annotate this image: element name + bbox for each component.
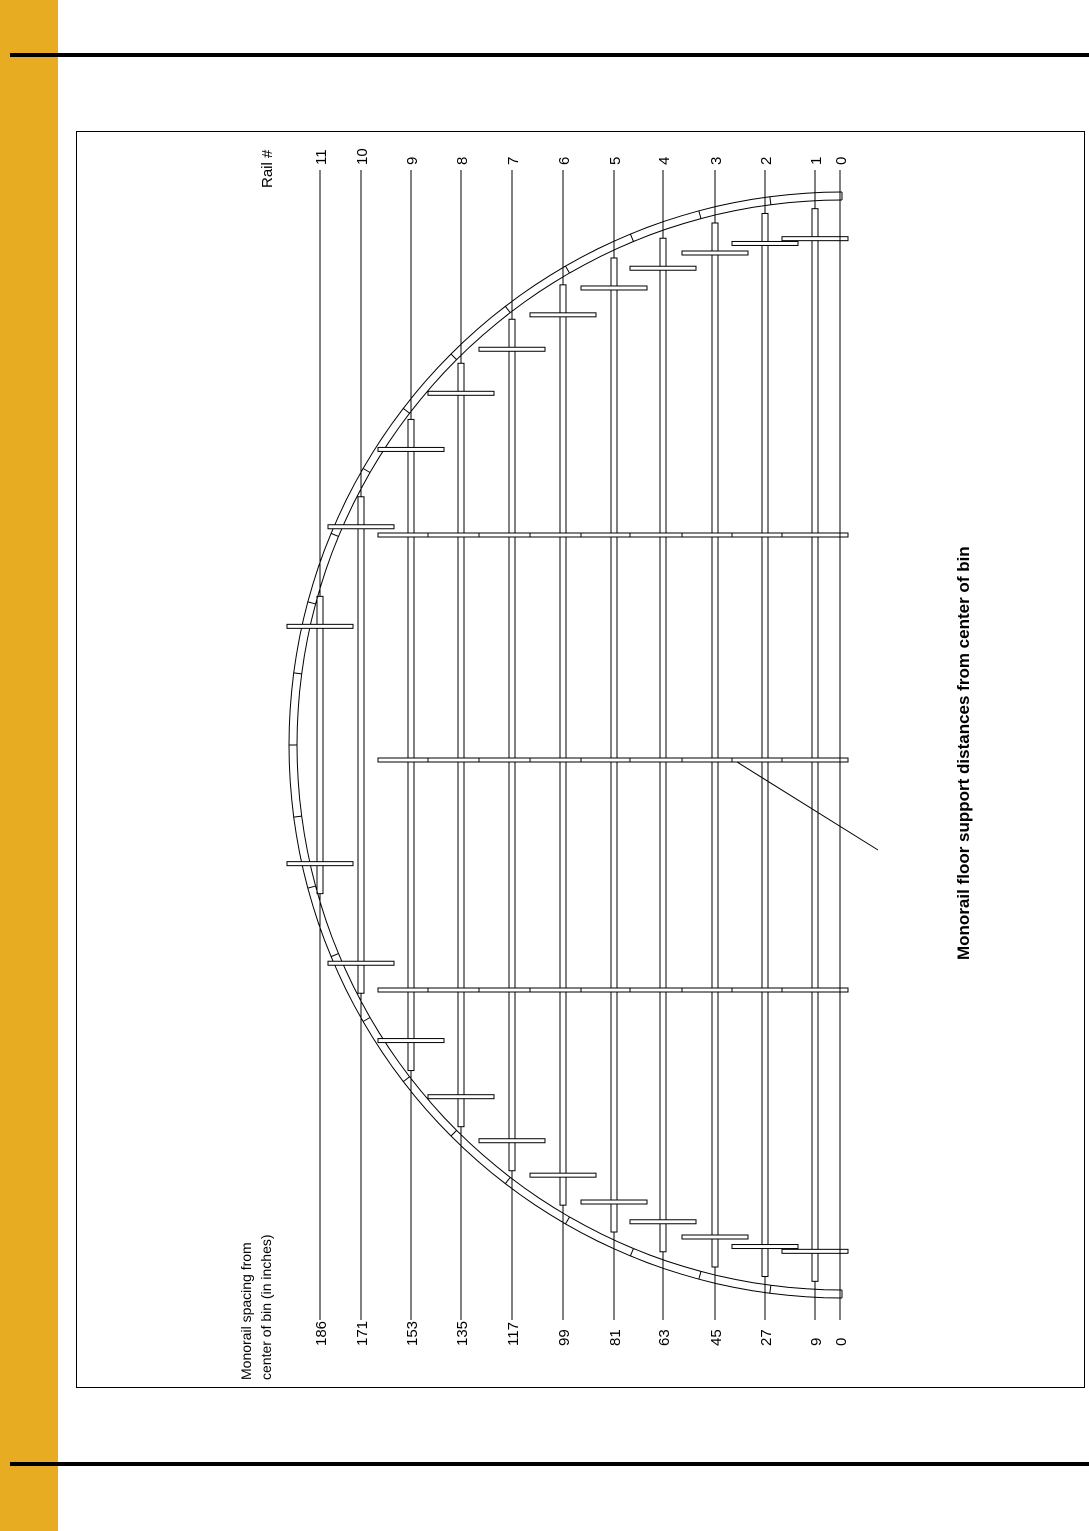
monorail	[560, 285, 566, 1205]
monorail	[660, 238, 666, 1252]
floor-support	[630, 1220, 696, 1224]
wall-joint	[308, 602, 316, 604]
rail-number-label: 4	[656, 156, 673, 165]
floor-support	[378, 447, 444, 451]
rail-spacing-label: 81	[607, 1329, 624, 1346]
rail-number-label: 11	[313, 149, 330, 165]
rail-number-label: 6	[556, 156, 573, 165]
rail-spacing-label: 99	[556, 1329, 573, 1346]
wall-joint	[308, 886, 316, 888]
wall-joint	[363, 1018, 370, 1022]
rail-number-label: 5	[607, 156, 624, 165]
floor-support	[732, 241, 798, 245]
wall-joint	[451, 1130, 457, 1136]
rail-number-label: 3	[708, 156, 725, 165]
rail-number-label: 2	[758, 156, 775, 165]
monorail	[611, 258, 617, 1232]
callout-text: Monorail floor support distances from center of bin	[954, 546, 973, 960]
wall-joint	[331, 954, 338, 957]
wall-joint	[699, 211, 701, 219]
floor-support	[581, 286, 647, 290]
floor-support	[782, 237, 848, 241]
rail-spacing-label: 63	[656, 1329, 673, 1346]
bin-wall-edge	[297, 200, 842, 1290]
wall-joint	[363, 469, 370, 473]
floor-support	[328, 961, 394, 965]
floor-support	[682, 1235, 748, 1239]
spacing-header-line-1: Monorail spacing from	[238, 1242, 254, 1380]
monorail	[509, 319, 515, 1170]
monorail	[762, 213, 768, 1276]
rail-number-label: 9	[404, 156, 421, 165]
floor-support	[630, 266, 696, 270]
floor-support	[328, 525, 394, 529]
wall-joint	[294, 673, 302, 674]
rail-spacing-label: 45	[708, 1329, 725, 1346]
wall-joint	[566, 1217, 570, 1224]
rail-spacing-label: 9	[808, 1337, 825, 1346]
floor-support	[428, 391, 494, 395]
rail-spacing-label: 153	[404, 1320, 421, 1346]
wall-joint	[630, 1249, 633, 1256]
floor-support	[428, 1095, 494, 1099]
wall-joint	[770, 1285, 771, 1293]
rail-spacing-label: 135	[454, 1320, 471, 1346]
monorail	[317, 596, 323, 893]
wall-joint	[699, 1271, 701, 1279]
rail-spacing-label: 171	[354, 1320, 371, 1346]
floor-support	[782, 988, 848, 992]
monorail	[458, 363, 464, 1126]
wall-joint	[451, 354, 457, 360]
wall-joint	[403, 408, 409, 413]
floor-support	[581, 1200, 647, 1204]
rail-labels	[313, 148, 850, 1346]
rail-spacing-label: 27	[758, 1329, 775, 1346]
wall-joint	[505, 1177, 510, 1183]
rail-spacing-label: 117	[505, 1322, 522, 1346]
monorail	[358, 497, 364, 993]
floor-support	[287, 624, 353, 628]
floor-support	[732, 1245, 798, 1249]
wall-joint	[403, 1077, 409, 1082]
wall-joint	[331, 533, 338, 536]
floor-support	[530, 1173, 596, 1177]
spacing-header-line-2: center of bin (in inches)	[258, 1234, 274, 1380]
monorail	[408, 419, 414, 1070]
floor-support	[479, 1139, 545, 1143]
rail-lines	[287, 170, 848, 1320]
floor-support	[782, 533, 848, 537]
rail-number-label: 1	[808, 156, 825, 165]
callout-leader-line	[737, 762, 878, 850]
monorail	[712, 223, 718, 1267]
floor-support	[378, 1039, 444, 1043]
floor-support	[682, 251, 748, 255]
rail-number-label: 8	[454, 156, 471, 165]
rail-spacing-label: 186	[313, 1320, 330, 1346]
floor-support	[287, 862, 353, 866]
wall-joint	[566, 266, 570, 273]
wall-joint	[505, 306, 510, 312]
floor-support	[479, 347, 545, 351]
floor-support	[530, 313, 596, 317]
rail-number-label: 7	[505, 156, 522, 165]
wall-joint	[770, 197, 771, 205]
monorail	[812, 209, 818, 1282]
rail-number-header: Rail #	[259, 149, 276, 188]
wall-joint	[630, 234, 633, 241]
floor-support	[782, 1249, 848, 1253]
floor-support	[782, 758, 848, 762]
rail-number-label: 0	[833, 156, 850, 165]
rail-number-label: 10	[354, 148, 371, 165]
wall-joint	[294, 816, 302, 817]
rail-spacing-label: 0	[833, 1337, 850, 1346]
